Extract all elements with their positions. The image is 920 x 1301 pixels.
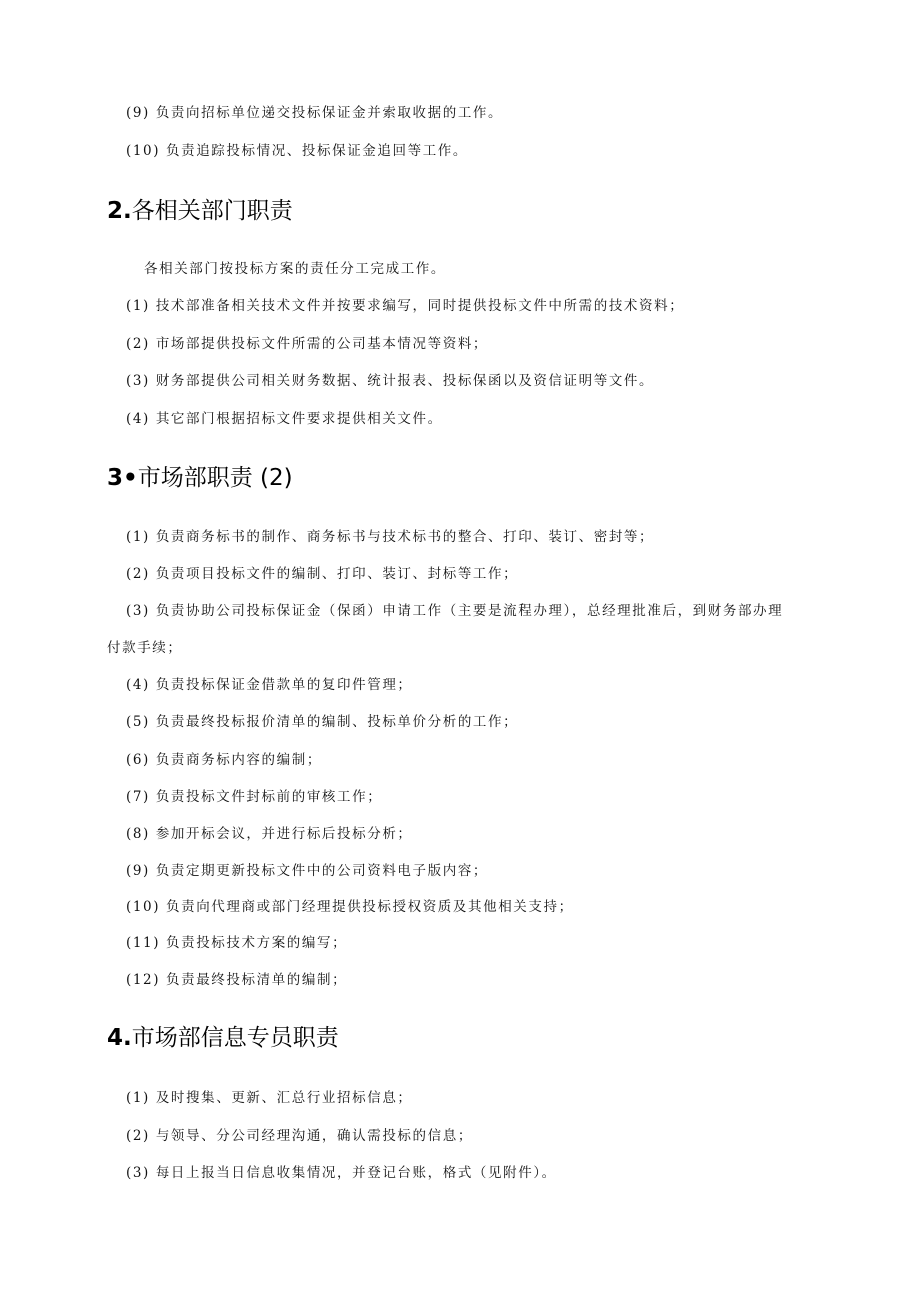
section-intro: 各相关部门按投标方案的责任分工完成工作。 xyxy=(144,261,446,277)
list-item: (9) 负责向招标单位递交投标保证金并索取收据的工作。 xyxy=(126,105,504,121)
list-item: (10) 负责向代理商或部门经理提供投标授权资质及其他相关支持； xyxy=(126,899,574,915)
list-item: (1) 技术部准备相关技术文件并按要求编写，同时提供投标文件中所需的技术资料； xyxy=(126,298,685,314)
section-title: 各相关部门职责 xyxy=(131,198,293,224)
section-number: 4. xyxy=(107,1025,132,1051)
section-heading-2 xyxy=(107,196,293,226)
list-item: (12) 负责最终投标清单的编制； xyxy=(126,972,348,988)
list-item: (3) 每日上报当日信息收集情况，并登记台账，格式（见附件）。 xyxy=(126,1165,557,1181)
list-item: (3) 负责协助公司投标保证金（保函）申请工作（主要是流程办理），总经理批准后，到财务部办理 xyxy=(126,603,784,619)
list-item: (4) 负责投标保证金借款单的复印件管理； xyxy=(126,677,413,693)
list-item: (2) 市场部提供投标文件所需的公司基本情况等资料； xyxy=(126,336,489,352)
list-item: (2) 负责项目投标文件的编制、打印、装订、封标等工作； xyxy=(126,566,519,582)
section-title: 市场部信息专员职责 xyxy=(131,1025,339,1051)
section-number: 3• xyxy=(107,465,138,491)
section-heading-3 xyxy=(107,463,293,493)
list-item: (1) 负责商务标书的制作、商务标书与技术标书的整合、打印、装订、密封等； xyxy=(126,529,655,545)
list-item: (3) 财务部提供公司相关财务数据、统计报表、投标保函以及资信证明等文件。 xyxy=(126,373,655,389)
list-item: (1) 及时搜集、更新、汇总行业招标信息； xyxy=(126,1090,413,1106)
section-heading-4 xyxy=(107,1023,339,1053)
section-number: 2. xyxy=(107,198,132,224)
list-item: (7) 负责投标文件封标前的审核工作； xyxy=(126,789,383,805)
list-item-continuation: 付款手续； xyxy=(107,640,183,656)
list-item: (5) 负责最终投标报价清单的编制、投标单价分析的工作； xyxy=(126,714,519,730)
list-item: (10) 负责追踪投标情况、投标保证金追回等工作。 xyxy=(126,143,469,159)
list-item: (8) 参加开标会议，并进行标后投标分析； xyxy=(126,826,413,842)
list-item: (2) 与领导、分公司经理沟通，确认需投标的信息； xyxy=(126,1128,473,1144)
list-item: (4) 其它部门根据招标文件要求提供相关文件。 xyxy=(126,411,443,427)
list-item: (11) 负责投标技术方案的编写； xyxy=(126,935,348,951)
list-item: (9) 负责定期更新投标文件中的公司资料电子版内容； xyxy=(126,863,489,879)
list-item: (6) 负责商务标内容的编制； xyxy=(126,752,322,768)
section-title: 市场部职责 (2) xyxy=(137,465,293,491)
